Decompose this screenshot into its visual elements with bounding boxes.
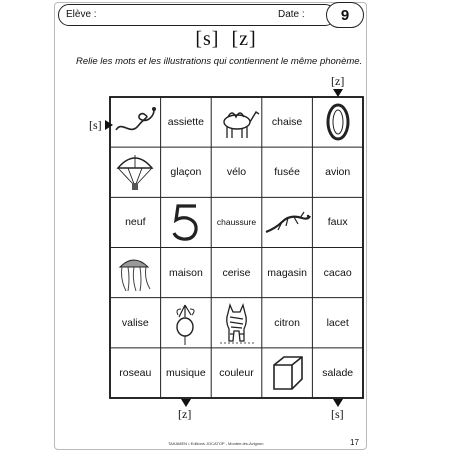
lizard-icon	[262, 200, 312, 249]
word-cell: couleur	[219, 366, 254, 379]
jellyfish-icon	[110, 251, 160, 300]
zebra-icon	[212, 301, 262, 350]
cube-icon	[262, 351, 312, 400]
word-cell: magasin	[267, 266, 307, 279]
radish-icon	[161, 301, 211, 350]
word-cell: musique	[166, 366, 206, 379]
word-cell: salade	[322, 366, 354, 379]
marker-bottom-right-label: [s]	[331, 407, 344, 421]
word-cell: cacao	[323, 266, 352, 279]
date-label: Date :	[278, 9, 305, 20]
word-cell: maison	[168, 266, 203, 279]
marker-bottom-left-label: [z]	[178, 407, 192, 421]
snake-icon	[110, 100, 160, 149]
word-cell: faux	[327, 216, 348, 229]
marker-left-label: [s]	[89, 118, 102, 132]
marker-top-right-label: [z]	[331, 74, 345, 88]
word-cell: chaise	[271, 116, 303, 129]
instruction-text: Relie les mots et les illustrations qui contiennent le même phonème.	[76, 56, 363, 67]
sheet-number-badge: 9	[326, 2, 364, 28]
word-cell: avion	[325, 166, 351, 179]
page-number: 17	[350, 438, 359, 447]
publisher-footer: TAKAMEN • Editions JOCATOP - Montée-lès-Avignon	[168, 441, 264, 446]
word-cell: roseau	[119, 366, 152, 379]
five-digit-icon	[161, 200, 211, 249]
word-cell: glaçon	[170, 166, 202, 179]
word-cell: citron	[274, 316, 300, 329]
word-cell: assiette	[167, 116, 204, 129]
parachute-icon	[110, 150, 160, 199]
word-cell: lacet	[326, 316, 349, 329]
camel-icon	[212, 100, 262, 149]
word-cell: neuf	[125, 216, 146, 229]
word-cell: fusée	[274, 166, 300, 179]
word-cell: cerise	[222, 266, 251, 279]
eleve-label: Elève :	[66, 9, 97, 20]
phoneme-title: [s] [z]	[195, 28, 257, 50]
word-cell: chaussure	[216, 217, 257, 228]
zero-digit-icon	[313, 100, 363, 149]
word-cell: valise	[121, 316, 149, 329]
word-cell: vélo	[226, 166, 247, 179]
